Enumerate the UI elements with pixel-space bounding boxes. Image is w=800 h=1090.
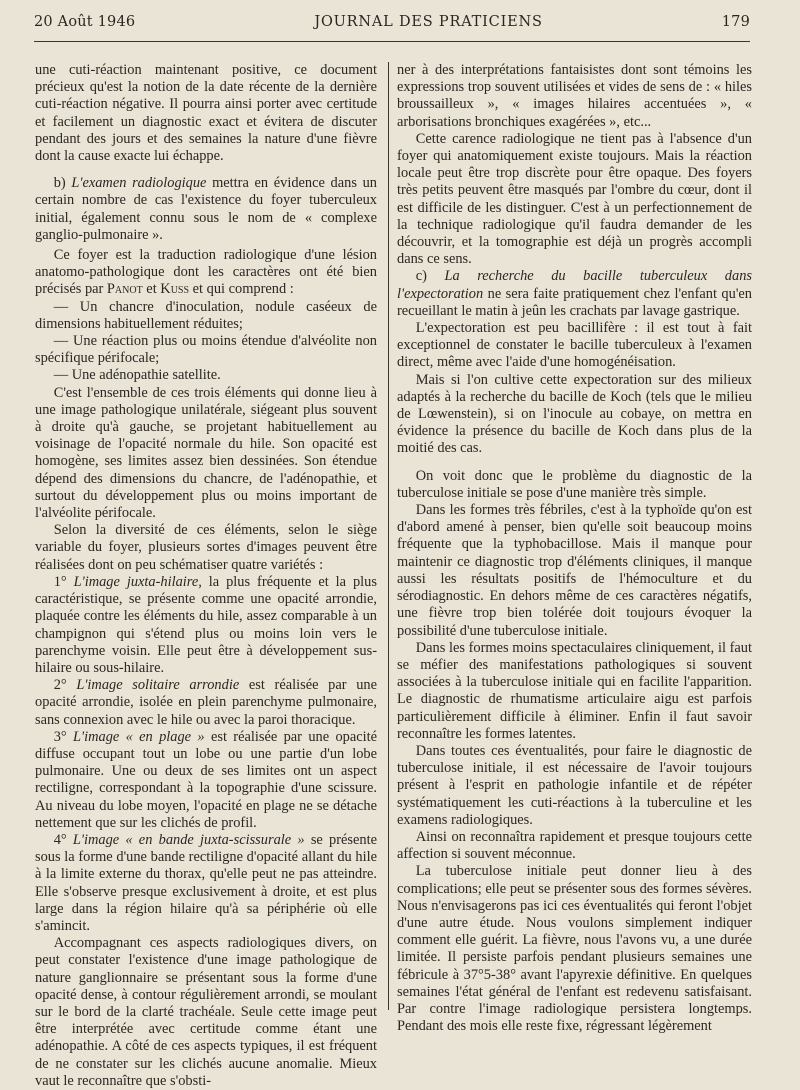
paragraph: Dans toutes ces éventualités, pour faire le diagnostic de tuberculose initiale, il est nécessaire de l'avoir toujours présent à l'esprit en pathologie infantile et de répéter systématiquement les cuti-réactions à la tuberculine et les examens radiologiques.	[397, 742, 752, 828]
header-journal-title: JOURNAL DES PRATICIENS	[314, 14, 543, 30]
list-item: — Un chancre d'inoculation, nodule caséeux de dimensions habituellement réduites;	[35, 298, 377, 332]
paragraph: On voit donc que le problème du diagnostic de la tuberculose initiale se pose d'une manière très simple.	[397, 467, 752, 501]
column-divider	[388, 62, 389, 1010]
paragraph: L'expectoration est peu bacillifère : il est tout à fait exceptionnel de constater le bacille tuberculeux à l'examen direct, même avec l'aide d'une homogénéisation.	[397, 320, 752, 371]
author-name: Panot	[106, 281, 143, 298]
paragraph: Cette carence radiologique ne tient pas à l'absence d'un foyer qui anatomiquement existe toujours. Mais la réaction locale peut être trop discrète pour être opaque. Des foyers très petits peuvent être masqués par l'ombre du cœur, dont il est difficile de les distinguer. C'est à un perfectionnement de la technique radiologique qu'il faudra demander de les découvrir, et la tomographie est déjà un progrès accompli dans ce sens.	[397, 130, 752, 268]
paragraph-expectoration: c) La recherche du bacille tuberculeux dans l'expectoration ne sera faite pratiquement chez l'enfant qu'en recueillant le matin à jeûn les crachats par lavage gastrique.	[397, 268, 752, 319]
right-column	[397, 62, 752, 1035]
header-date: 20 Août 1946	[34, 14, 136, 30]
paragraph-radiology: b) L'examen radiologique mettra en évidence dans un certain nombre de cas l'existence du foyer tuberculeux initial, également connu sous le nom de « complexe ganglio-pulmonaire ».	[35, 175, 377, 243]
paragraph: ner à des interprétations fantaisistes dont sont témoins les expressions trop souvent utilisées et vides de sens de : « hiles broussailleux », « images hilaires accentuées », « arborisations bronchiques exagérées », etc...	[397, 62, 752, 130]
list-item: — Une réaction plus ou moins étendue d'alvéolite non spécifique périfocale;	[35, 333, 377, 367]
paragraph: Selon la diversité de ces éléments, selon le siège variable du foyer, plusieurs sortes d'images peuvent être réalisées dont on peu schématiser quatre variétés :	[35, 522, 377, 573]
author-name: Kuss	[160, 281, 190, 298]
paragraph: La tuberculose initiale peut donner lieu à des complications; elle peut se présenter sous des formes sévères. Nous n'envisagerons pas ici ces éventualités qui feront l'objet d'une autre étude. Nous voulons simplement indiquer comment elle guérit. La fièvre, nous l'avons vu, a une durée limitée. Il persiste parfois pendant plusieurs semaines une fébricule à 37°5-38° avant l'apyrexie définitive. En quelques semaines l'état général de l'enfant est redevenu satisfaisant. Par contre l'image radiologique persistera longtemps. Pendant des mois elle reste fixe, régressant légèrement	[397, 863, 752, 1035]
paragraph: une cuti-réaction maintenant positive, ce document précieux qu'est la notion de la date récente de la dernière cuti-réaction négative. Il pourra ainsi porter avec certitude et facilement un diagnostic exact et évitera de discuter pendant des jours et des semaines la nature d'une fièvre dont la cause exacte lui échappe.	[35, 62, 377, 165]
paragraph: Ainsi on reconnaîtra rapidement et presque toujours cette affection si souvent méconnue.	[397, 828, 752, 863]
paragraph: Dans les formes très fébriles, c'est à la typhoïde qu'on est d'abord amené à penser, bien qu'elle soit beaucoup moins fréquente que la typhobacillose. Mais il manque pour maintenir ce diagnostic trop d'éléments cliniques, il manque aussi les résultats positifs de l'hémoculture et du sérodiagnostic. En dehors même de ces caractères négatifs, une fièvre trop bien tolérée doit toujours évoquer la possibilité d'une tuberculose initiale.	[397, 502, 752, 639]
variety-item: 2° L'image solitaire arrondie est réalisée par une opacité arrondie, isolée en plein parenchyme pulmonaire, sans connexion avec le hile ou avec la paroi thoracique.	[35, 677, 377, 728]
variety-item: 1° L'image juxta-hilaire, la plus fréquente et la plus caractéristique, se présente comme une opacité arrondie, plaquée contre les éléments du hile, assez comparable à un champignon qui s'étend plus ou moins loin vers le parenchyme voisin. Elle peut être à développement sus-hilaire ou sous-hilaire.	[35, 573, 377, 676]
variety-item: 4° L'image « en bande juxta-scissurale » se présente sous la forme d'une bande rectiligne d'opacité allant du hile à la limite externe du thorax, qu'elle peut ne pas atteindre. Elle s'observe presque exclusivement à droite, et est plus large dans la région hilaire qu'à sa périphérie où elle s'amincit.	[35, 831, 377, 934]
header-page-number: 179	[721, 14, 750, 30]
left-column	[35, 62, 377, 1089]
page-header	[34, 14, 750, 36]
paragraph: C'est l'ensemble de ces trois éléments qui donne lieu à une image pathologique unilatérale, siégeant plus souvent à droite qu'à gauche, se projetant habituellement au voisinage de l'opacité normale du hile. Son opacité est homogène, ses limites assez bien dessinées. Son étendue dépend des dimensions du chancre, de l'adénopathie, et surtout du développement plus ou moins important de l'alvéolite périfocale.	[35, 384, 377, 522]
paragraph: Dans les formes moins spectaculaires cliniquement, il faut se méfier des manifestations pathologiques si souvent associées à la tuberculose initiale qui en facilite l'apparition. Le diagnostic de rhumatisme articulaire aigu est parfois particulièrement difficile à éliminer. Enfin il faut savoir reconnaître les formes latentes.	[397, 639, 752, 742]
section-heading: L'examen radiologique	[71, 175, 207, 192]
section-heading: La recherche du bacille tuberculeux dans l'expectoration	[397, 268, 752, 302]
paragraph: Mais si l'on cultive cette expectoration sur des milieux adaptés à la recherche du bacille de Koch (tels que le milieu de Lœwenstein), si on l'inocule au cobaye, on mettra en évidence la présence du bacille de Koch dans plus de la moitié des cas.	[397, 371, 752, 457]
header-rule	[34, 41, 750, 42]
paragraph: Ce foyer est la traduction radiologique d'une lésion anatomo-pathologique dont les caractères ont été bien précisés par Panot et Kuss et qui comprend :	[35, 247, 377, 298]
paragraph: Accompagnant ces aspects radiologiques divers, on peut constater l'existence d'une image pathologique de nature ganglionnaire se présentant sous la forme d'une opacité dense, à contour régulièrement arrondi, se moulant sur le bord de la clarté trachéale. Seule cette image peut être interprétée avec certitude comme étant une adénopathie. A côté de ces aspects typiques, il est fréquent de ne constater sur les clichés aucune anomalie. Mieux vaut le reconnaître que s'obsti-	[35, 935, 377, 1089]
variety-item: 3° L'image « en plage » est réalisée par une opacité diffuse occupant tout un lobe ou une partie d'un lobe pulmonaire. Une ou deux de ses limites ont un aspect rectiligne, correspondant à la topographie d'une scissure. Au niveau du lobe moyen, l'opacité en plage ne se détache nettement que sur les clichés de profil.	[35, 728, 377, 831]
list-item: — Une adénopathie satellite.	[53, 367, 221, 384]
